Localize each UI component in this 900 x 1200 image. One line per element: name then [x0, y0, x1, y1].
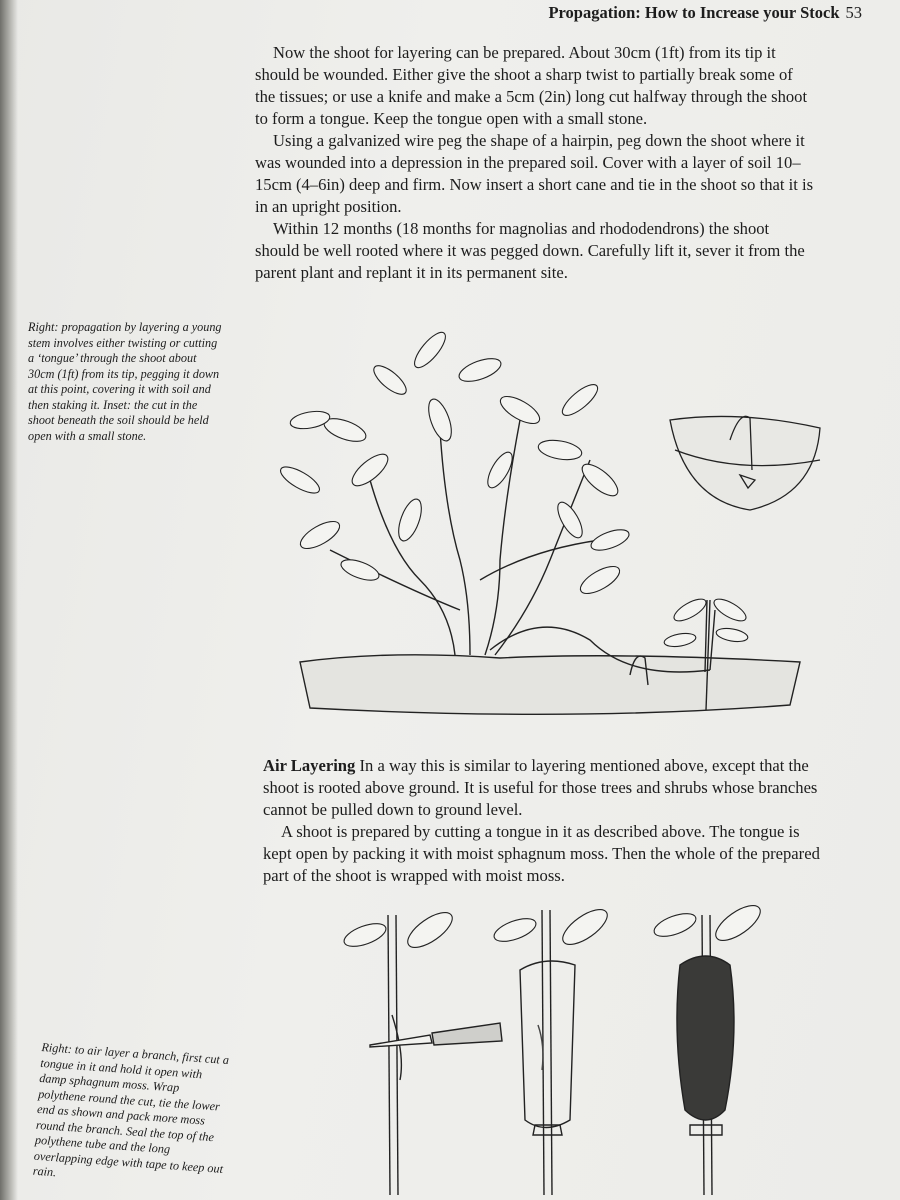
- layering-caption: Right: propagation by layering a young stem involves either twisting or cutting a ‘tongue’ through the shoot about 30cm (1ft) from its tip, pegging it down at this point, covering it with soil and then staking it. Inset: the cut in the shoot beneath the soil should be held open with a small stone.: [28, 320, 222, 443]
- air-layering-illustration: [330, 895, 790, 1200]
- page-number: 53: [845, 3, 862, 22]
- running-title: Propagation: How to Increase your Stock: [548, 3, 840, 22]
- book-gutter-shadow: [0, 0, 18, 1200]
- air-layering-paragraph-1: [263, 755, 823, 821]
- layering-paragraph-3: Within 12 months (18 months for magnolias and rhododendrons) the shoot should be well rooted where it was pegged down. Carefully lift it, sever it from the parent plant and replant it in its permanent site.: [255, 219, 805, 282]
- layering-paragraph-1: Now the shoot for layering can be prepared. About 30cm (1ft) from its tip it should be wounded. Either give the shoot a sharp twist to partially break some of the tissues; or use a knife and make a 5cm (2in) long cut halfway through the shoot to form a tongue. Keep the tongue open with a small stone.: [255, 43, 808, 128]
- air-layering-paragraph-2: A shoot is prepared by cutting a tongue in it as described above. The tongue is kept open by packing it with moist sphagnum moss. Then the whole of the prepared part of the shoot is wrapped with moist moss.: [263, 822, 820, 885]
- layering-text: [255, 42, 815, 284]
- layering-paragraph-2: Using a galvanized wire peg the shape of a hairpin, peg down the shoot where it was wounded into a depression in the prepared soil. Cover with a layer of soil 10–15cm (4–6in) deep and firm. Now insert a short cane and tie in the shoot so that it is in an upright position.: [255, 131, 814, 216]
- running-header: [548, 3, 862, 23]
- air-layering-heading: Air Layering: [263, 756, 356, 775]
- air-layering-paragraph-1-text: In a way this is similar to layering mentioned above, except that the shoot is rooted above ground. It is useful for those trees and shrubs whose branches cannot be pulled down to ground level.: [263, 756, 818, 819]
- air-layering-caption: Right: to air layer a branch, first cut a tongue in it and hold it open with damp sphagnum moss. Wrap polythene round the cut, tie the lower end as shown and pack more moss round the branch. Seal the top of the polythene tube and the long overlapping edge with tape to keep out rain.: [32, 1040, 230, 1180]
- air-layering-text: [263, 755, 823, 887]
- layering-illustration: [270, 310, 830, 730]
